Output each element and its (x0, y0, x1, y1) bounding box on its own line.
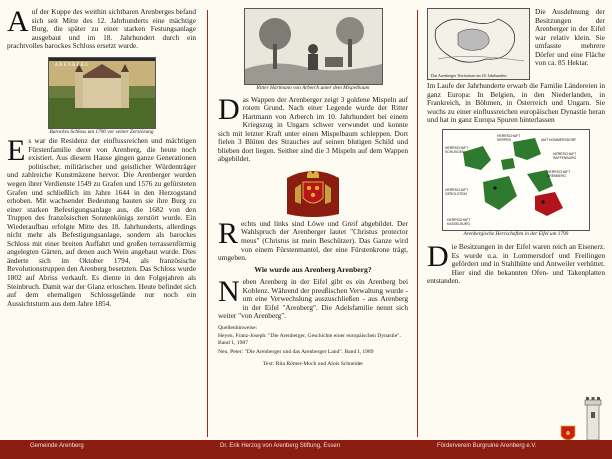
image-label: ARENBERG (54, 62, 90, 68)
map-label: HERRSCHAFT KERPEN (497, 133, 521, 142)
map-label: HERRSCHAFT GEROLSTEIN (445, 187, 469, 196)
drop-cap: R (218, 216, 239, 250)
castle-caption: Barockes Schloss um 1700 vor seiner Zerstörung (49, 128, 154, 135)
footer-center: Dr. Erik Herzog von Arenberg Stiftung, Essen (220, 443, 341, 449)
mining-paragraph: Die Besitzungen in der Eifel waren reich an Eisenerz. Es wurde u.a. in Lommersdorf und Freilingen gefördert und in Stahlhütte und Antweiler verhüttet. Hier sind die bekannten Ofen- und Takenplatten entstanden. (427, 240, 605, 286)
sources-title: Quellenhinweise: (218, 324, 258, 331)
column-divider (417, 10, 418, 437)
source-entry: Neu, Peter: "Die Arenberger und das Arenberger Land". Band I, 1989 (218, 348, 374, 355)
map-label: HERRSCHAFT KASSELBURG (447, 217, 471, 226)
drop-cap: A (7, 5, 29, 38)
drop-cap: E (7, 134, 26, 168)
supporters-paragraph: Rechts und links sind Löwe und Greif abgebildet. Der Wahlspruch der Arenberger lautet "Christus protector meus" (Christus ist mein Beschützer). Das Ganze wird von einem Fürstenmantel, der eine Fürstenkrone trägt, umgeben. (218, 216, 408, 263)
knight-caption: Ritter Hartmann von Arberch unter dem Mispelbaum (256, 85, 370, 91)
drop-cap: N (218, 275, 240, 309)
drop-cap: D (218, 92, 240, 126)
intro-paragraph: Auf der Kuppe des weithin sichtbaren Arenberges befand sich seit Mitte des 12. Jahrhunderts eine mächtige Burg, die später zu einer starken Festungsanlage ausgebaut und im 18. Jahrhundert durch ein prachtvolles barockes Schloss ersetzt wurde. (7, 5, 196, 51)
territory-map (427, 8, 530, 80)
territory-map-illustration (428, 9, 529, 71)
footer-right: Förderverein Burgruine Arenberg e.V. (437, 443, 537, 449)
tower-icon (582, 392, 604, 440)
drop-cap: D (427, 240, 449, 274)
footer-bar (0, 440, 612, 459)
castle-painting (48, 57, 156, 129)
column-3 (427, 8, 605, 288)
territory-block (427, 8, 605, 82)
text-credits: Text: Rita Römer-Moch und Alois Schneider (262, 361, 364, 368)
column-divider (207, 10, 208, 437)
column-1 (7, 5, 196, 310)
lordships-map-illustration (443, 130, 589, 230)
section-heading: Wie wurde aus Arenberg Arenberg? (254, 264, 372, 274)
map-label: HERRSCHAFT SAFFENBURG (553, 151, 577, 160)
name-paragraph: Neben Arenberg in der Eifel gibt es ein Arenberg bei Koblenz. Während der preußischen Verwaltung wurde - um eine Verwechslung auszuschließen - aus Arenberg in der Eifel "Arenberg". Die Adelsfamilie nennt sich weiter "von Arenberg". (218, 275, 408, 321)
map-label: AMT HOMMERSDORF (541, 137, 577, 142)
map-label: HERRSCHAFT SCHLEIDEN (445, 145, 469, 154)
coat-of-arms (281, 168, 345, 218)
column-2 (218, 8, 408, 370)
knight-illustration (245, 9, 382, 84)
coat-of-arms-paragraph: Das Wappen der Arenberger zeigt 3 goldene Mispeln auf rotem Grund. Nach einer Legende wurde der Ritter Hartmann von Arberch im 10. Jahrhundert bei einem Kriegszug in Ungarn schwer verwundet und konnte sich mit letzter Kraft unter einen Mispelbaum schleppen. Dort fielen 3 Blüten des Strauches auf seinen blutigen Schild und blieben dort liegen. Seither sind die 3 Mispeln auf dem Wappen abgebildet. (218, 92, 408, 164)
history-paragraph: Es war die Residenz der einflussreichen und mächtigen Fürstenfamilie derer von Arenberg, die heute noch existiert. Aus diesem Hause gingen ganze Generationen politischer, militärischer und geistlicher Würdenträger und zahlreiche Kunstmäzene hervor. Die Arenberger wurden wegen ihrer Verdienste 1549 zu Grafen und 1576 zu gefürsteten Grafen und schließlich im Jahre 1644 in den Herzogstand erhoben. Mit wachsender Bedeutung bauten sie ihre Burg zu einer starken Befestigungsanlage aus, die 1682 von den Truppen des französischen Sonnenkönigs zerstört wurde. Ein Wiederaufbau erfolgte Mitte des 18. Jahrhunderts, allerdings nicht mehr als Befestigungsanlage, sondern als barockes Schloss mit einer breiten Auffahrt und großen terrassenförmig angelegten Gärten, auf denen auch Wein angebaut wurde. Dies änderte sich im Oktober 1794, als französische Revolutionstruppen den Arenberg besetzten. Das Schloss wurde 1802 auf Abriss verkauft. Es diente in den Folgejahren als Steinbruch. Damit war der Glanz erloschen. Heute befindet sich auf dem ehemaligen Schlossgelände nur noch ein Aussichtsturm aus dem Jahre 1854. (7, 134, 196, 308)
footer-left: Gemeinde Arenberg (30, 443, 84, 449)
knight-engraving (244, 8, 383, 85)
territory-paragraph: Die Ausdehnung der Besitzungen der Arenberger in der Eifel war relativ klein. Sie umfasste mehrere Dörfer und eine Fläche von ca. 85 Hektar. (535, 8, 605, 68)
source-entry: Heyen, Franz-Joseph: "Die Arenberger, Geschichte einer europäischen Dynastie". Band 1, 1987 (218, 333, 401, 347)
lordships-caption: Arenbergische Herrschaften in der Eifel um 1790 (463, 230, 569, 237)
coat-of-arms-icon (281, 168, 345, 218)
map-caption: Das Arenberger Territorium im 18. Jahrhundert (431, 73, 507, 78)
map-label: HERRSCHAFT ARENBERG (547, 169, 571, 178)
castle-tower-emblem (582, 392, 604, 440)
europe-paragraph: Im Laufe der Jahrhunderte erwarb die Familie Ländereien in ganz Europa: In Belgien, in den Niederlanden, in Frankreich, in Böhmen, in Österreich und Ungarn. Sie wuchs zu einer einflussreichen europäischen Dynastie heran und hat in ganz Europa Spuren hinterlassen (427, 81, 605, 125)
lordships-map (442, 129, 590, 231)
